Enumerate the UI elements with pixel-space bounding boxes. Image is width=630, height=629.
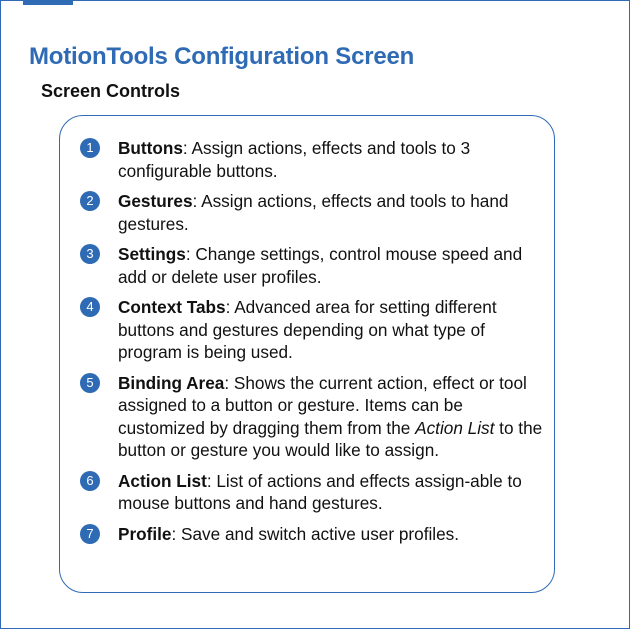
control-term: Buttons [118,138,183,158]
control-item-gestures [80,190,550,235]
control-item-buttons [80,137,550,182]
control-term: Context Tabs [118,297,226,317]
top-accent-tab [23,1,73,5]
control-term: Action List [118,470,207,491]
control-description: : Advanced area for setting different buttons and gestures depending on what type of program is being used. [118,297,497,362]
control-term: Profile [118,523,172,544]
number-badge-icon: 7 [80,524,100,544]
section-heading: Screen Controls [41,81,181,101]
number-badge-icon: 2 [80,191,100,211]
control-term: Settings [118,244,186,264]
control-item-context-tabs [80,296,550,364]
control-description-end: to the button or gesture you would like to assign. [118,417,543,460]
control-description: : Shows the current action, effect or tool assigned to a button or gesture. Items can be customized by dragging them from the [118,372,527,438]
number-badge-icon: 5 [80,373,100,393]
control-item-settings [80,243,550,288]
screen-controls-list [80,137,550,553]
control-term: Binding Area [118,372,225,393]
control-term: Gestures [118,191,193,211]
control-description: : List of actions and effects assign-able to mouse buttons and hand gestures. [118,470,522,513]
screen-controls-panel [59,115,555,593]
control-description: : Assign actions, effects and tools to 3 configurable buttons. [118,138,471,181]
control-item-binding-area [80,372,550,462]
number-badge-icon: 6 [80,471,100,491]
control-item-action-list [80,470,550,515]
control-item-profile [80,523,550,546]
action-list-reference: Action List [415,417,495,438]
number-badge-icon: 1 [80,138,100,158]
control-description: : Change settings, control mouse speed and add or delete user profiles. [118,244,523,287]
number-badge-icon: 4 [80,297,100,317]
page-title: MotionTools Configuration Screen [29,43,415,70]
number-badge-icon: 3 [80,244,100,264]
control-description: : Save and switch active user profiles. [171,523,460,544]
control-description: : Assign actions, effects and tools to hand gestures. [118,191,509,234]
